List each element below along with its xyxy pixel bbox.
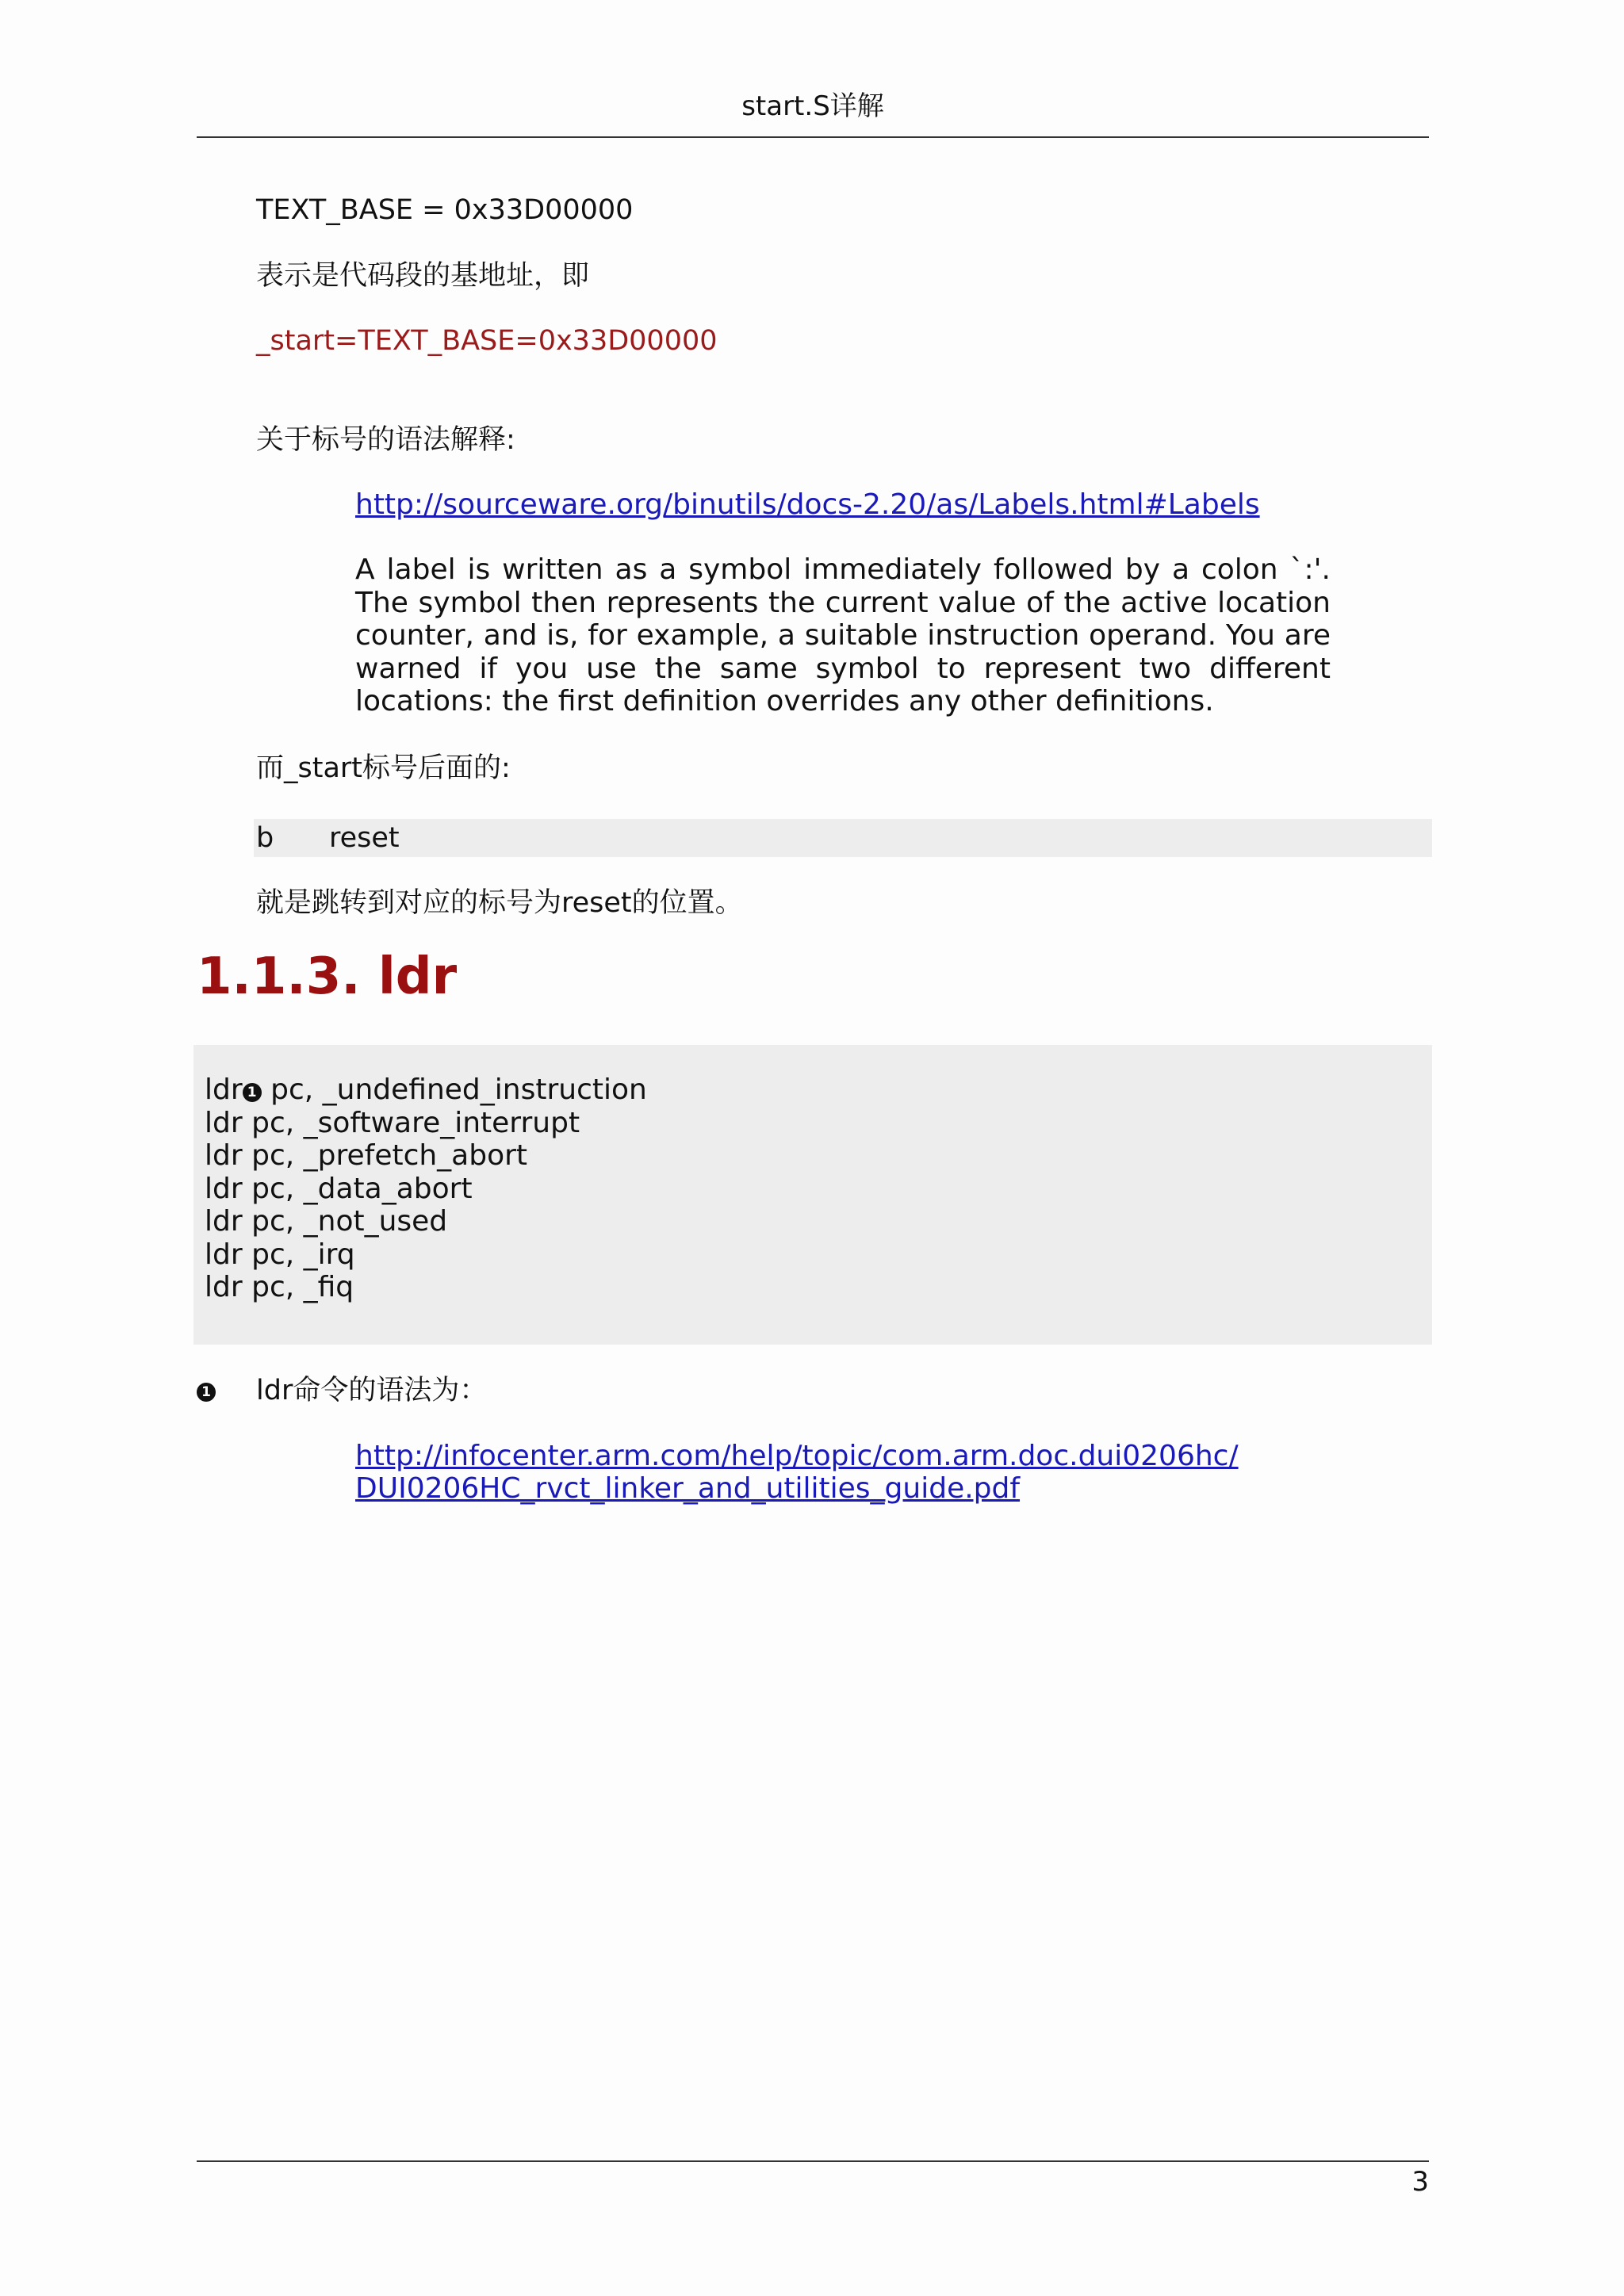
code-line: ldr pc, _software_interrupt <box>205 1106 580 1139</box>
page-header-title: start.S详解 <box>741 90 884 122</box>
code-first-args: pc, _undefined_instruction <box>261 1073 647 1106</box>
callout-text: ldr命令的语法为： <box>256 1375 488 1406</box>
labels-quote: A label is written as a symbol immediately followed by a colon `:'. The symbol then represents the current value of the active location counter, and is, for example, a suitable instruction operand. You are warned if you use the same symbol to represent two different locations: the first definition overrides any other definitions. <box>355 553 1331 718</box>
branch-op: b <box>256 822 274 854</box>
arm-doc-link-line1[interactable]: http://infocenter.arm.com/help/topic/com.arm.doc.dui0206hc/ <box>355 1440 1239 1472</box>
footer-rule <box>197 2160 1429 2162</box>
callout-marker-icon[interactable]: 1 <box>243 1083 262 1102</box>
branch-code-block <box>254 819 1432 857</box>
branch-target: reset <box>329 822 400 854</box>
branch-description: 就是跳转到对应的标号为reset的位置。 <box>256 887 743 919</box>
after-start-intro: 而_start标号后面的: <box>256 752 511 784</box>
code-line: ldr pc, _fiq <box>205 1271 354 1303</box>
section-title: 1.1.3. ldr <box>197 947 458 1006</box>
page-number: 3 <box>1411 2166 1429 2198</box>
code-line: ldr pc, _irq <box>205 1238 355 1271</box>
arm-doc-link-line2[interactable]: DUI0206HC_rvct_linker_and_utilities_guide.pdf <box>355 1472 1021 1505</box>
code-line: ldr pc, _prefetch_abort <box>205 1139 528 1172</box>
start-assignment: _start=TEXT_BASE=0x33D00000 <box>256 325 718 357</box>
text-base-line: TEXT_BASE = 0x33D00000 <box>256 194 634 226</box>
header-rule <box>197 136 1429 138</box>
code-line-first <box>205 1073 647 1107</box>
callout-marker-icon[interactable]: 1 <box>197 1383 216 1402</box>
ldr-code-block <box>193 1045 1432 1345</box>
text-base-description: 表示是代码段的基地址，即 <box>256 260 590 292</box>
code-first-op: ldr <box>205 1073 243 1106</box>
code-line: ldr pc, _data_abort <box>205 1172 473 1205</box>
code-line: ldr pc, _not_used <box>205 1205 448 1238</box>
label-syntax-intro: 关于标号的语法解释: <box>256 424 515 456</box>
labels-doc-link[interactable]: http://sourceware.org/binutils/docs-2.20/as/Labels.html#Labels <box>355 488 1260 521</box>
